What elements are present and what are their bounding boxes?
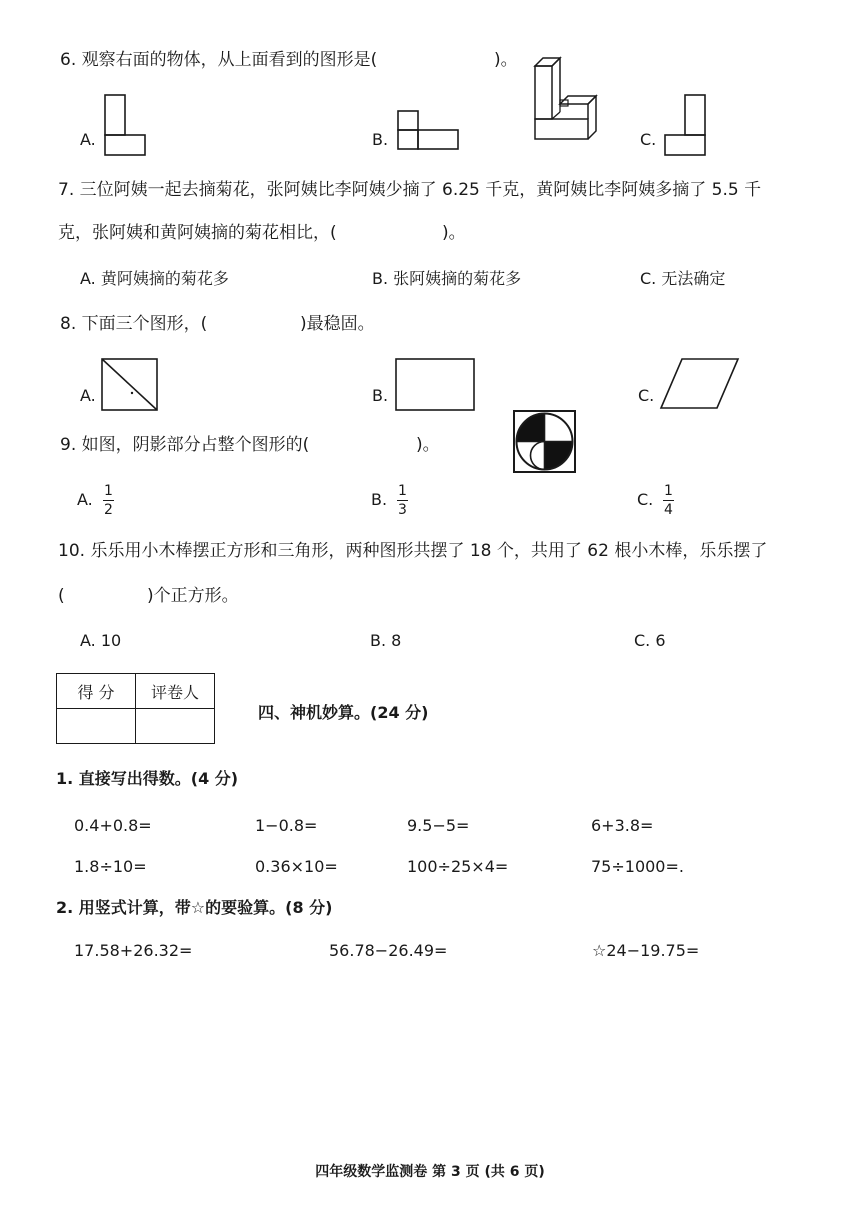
q9-option-c-fraction <box>663 484 674 517</box>
score-box <box>56 673 215 744</box>
vertical-calc-item: 17.58+26.32= <box>74 941 193 960</box>
q8-close: )最稳固。 <box>300 314 375 334</box>
fraction-bar <box>103 500 114 501</box>
q9-option-b-label: B. <box>371 490 388 509</box>
calc-item: 9.5−5= <box>407 816 470 835</box>
q10-option-a: A. 10 <box>80 631 122 650</box>
q9-option-c-numerator: 1 <box>664 483 673 499</box>
section4-part1-title: 1. 直接写出得数。(4 分) <box>56 769 239 788</box>
calc-item: 0.36×10= <box>255 857 338 876</box>
calc-item: 0.4+0.8= <box>74 816 152 835</box>
q9-option-b-fraction <box>397 484 408 517</box>
calc-item: 75÷1000=. <box>591 857 684 876</box>
q6-stem: 6. 观察右面的物体，从上面看到的图形是( <box>60 50 378 70</box>
score-header: 得 分 <box>57 674 136 709</box>
q9-stem: 9. 如图，阴影部分占整个图形的( <box>60 435 310 455</box>
q7-option-b: B. 张阿姨摘的菊花多 <box>372 269 522 288</box>
q8-stem: 8. 下面三个图形，( <box>60 314 208 334</box>
q10-option-b: B. 8 <box>370 631 402 650</box>
q9-option-a-denominator: 2 <box>104 502 113 518</box>
q6-option-a-label: A. <box>80 130 96 149</box>
q8-option-c-label: C. <box>638 386 655 405</box>
q7-line2: 克，张阿姨和黄阿姨摘的菊花相比，( <box>58 223 337 243</box>
q6-object-figure <box>532 52 602 144</box>
q6-option-b-label: B. <box>372 130 389 149</box>
q9-option-c-label: C. <box>637 490 654 509</box>
q7-option-a: A. 黄阿姨摘的菊花多 <box>80 269 229 288</box>
page-footer: 四年级数学监测卷 第 3 页 (共 6 页) <box>315 1164 545 1180</box>
fraction-bar <box>397 500 408 501</box>
q10-line1: 10. 乐乐用小木棒摆正方形和三角形，两种图形共摆了 18 个，共用了 62 根小木棒，乐乐摆了 <box>58 541 768 561</box>
q8-option-b-figure <box>395 358 477 412</box>
q9-option-a-numerator: 1 <box>104 483 113 499</box>
q7-line1: 7. 三位阿姨一起去摘菊花，张阿姨比李阿姨少摘了 6.25 千克，黄阿姨比李阿姨多摘了 5.5 千 <box>58 180 762 200</box>
calc-item: 1.8÷10= <box>74 857 147 876</box>
calc-item: 1−0.8= <box>255 816 318 835</box>
q6-option-b-figure <box>397 110 461 152</box>
calc-item: 6+3.8= <box>591 816 654 835</box>
q9-option-c-denominator: 4 <box>664 502 673 518</box>
q9-option-a-fraction <box>103 484 114 517</box>
grader-cell <box>136 709 215 744</box>
q10-line2-close: )个正方形。 <box>147 586 239 606</box>
score-cell <box>57 709 136 744</box>
section4-part2-title: 2. 用竖式计算，带☆的要验算。(8 分) <box>56 898 333 917</box>
grader-header: 评卷人 <box>136 674 215 709</box>
q6-option-a-figure <box>104 94 148 158</box>
fraction-bar <box>663 500 674 501</box>
q6-close: )。 <box>494 50 518 70</box>
vertical-calc-item: ☆24−19.75= <box>592 941 700 960</box>
q9-close: )。 <box>416 435 440 455</box>
q9-option-b-denominator: 3 <box>398 502 407 518</box>
q10-line2-open: ( <box>58 586 65 606</box>
q8-option-a-figure <box>101 358 159 412</box>
q9-option-a-label: A. <box>77 490 93 509</box>
q9-shaded-figure <box>513 410 577 474</box>
q6-option-c-label: C. <box>640 130 657 149</box>
q9-option-b-numerator: 1 <box>398 483 407 499</box>
q7-close: )。 <box>442 223 466 243</box>
q6-option-c-figure <box>664 94 708 158</box>
section4-title: 四、神机妙算。(24 分) <box>258 703 429 722</box>
q8-option-c-figure <box>660 358 740 410</box>
q8-option-b-label: B. <box>372 386 389 405</box>
calc-item: 100÷25×4= <box>407 857 509 876</box>
q8-option-a-label: A. <box>80 386 96 405</box>
q10-option-c: C. 6 <box>634 631 666 650</box>
vertical-calc-item: 56.78−26.49= <box>329 941 448 960</box>
q7-option-c: C. 无法确定 <box>640 269 726 288</box>
